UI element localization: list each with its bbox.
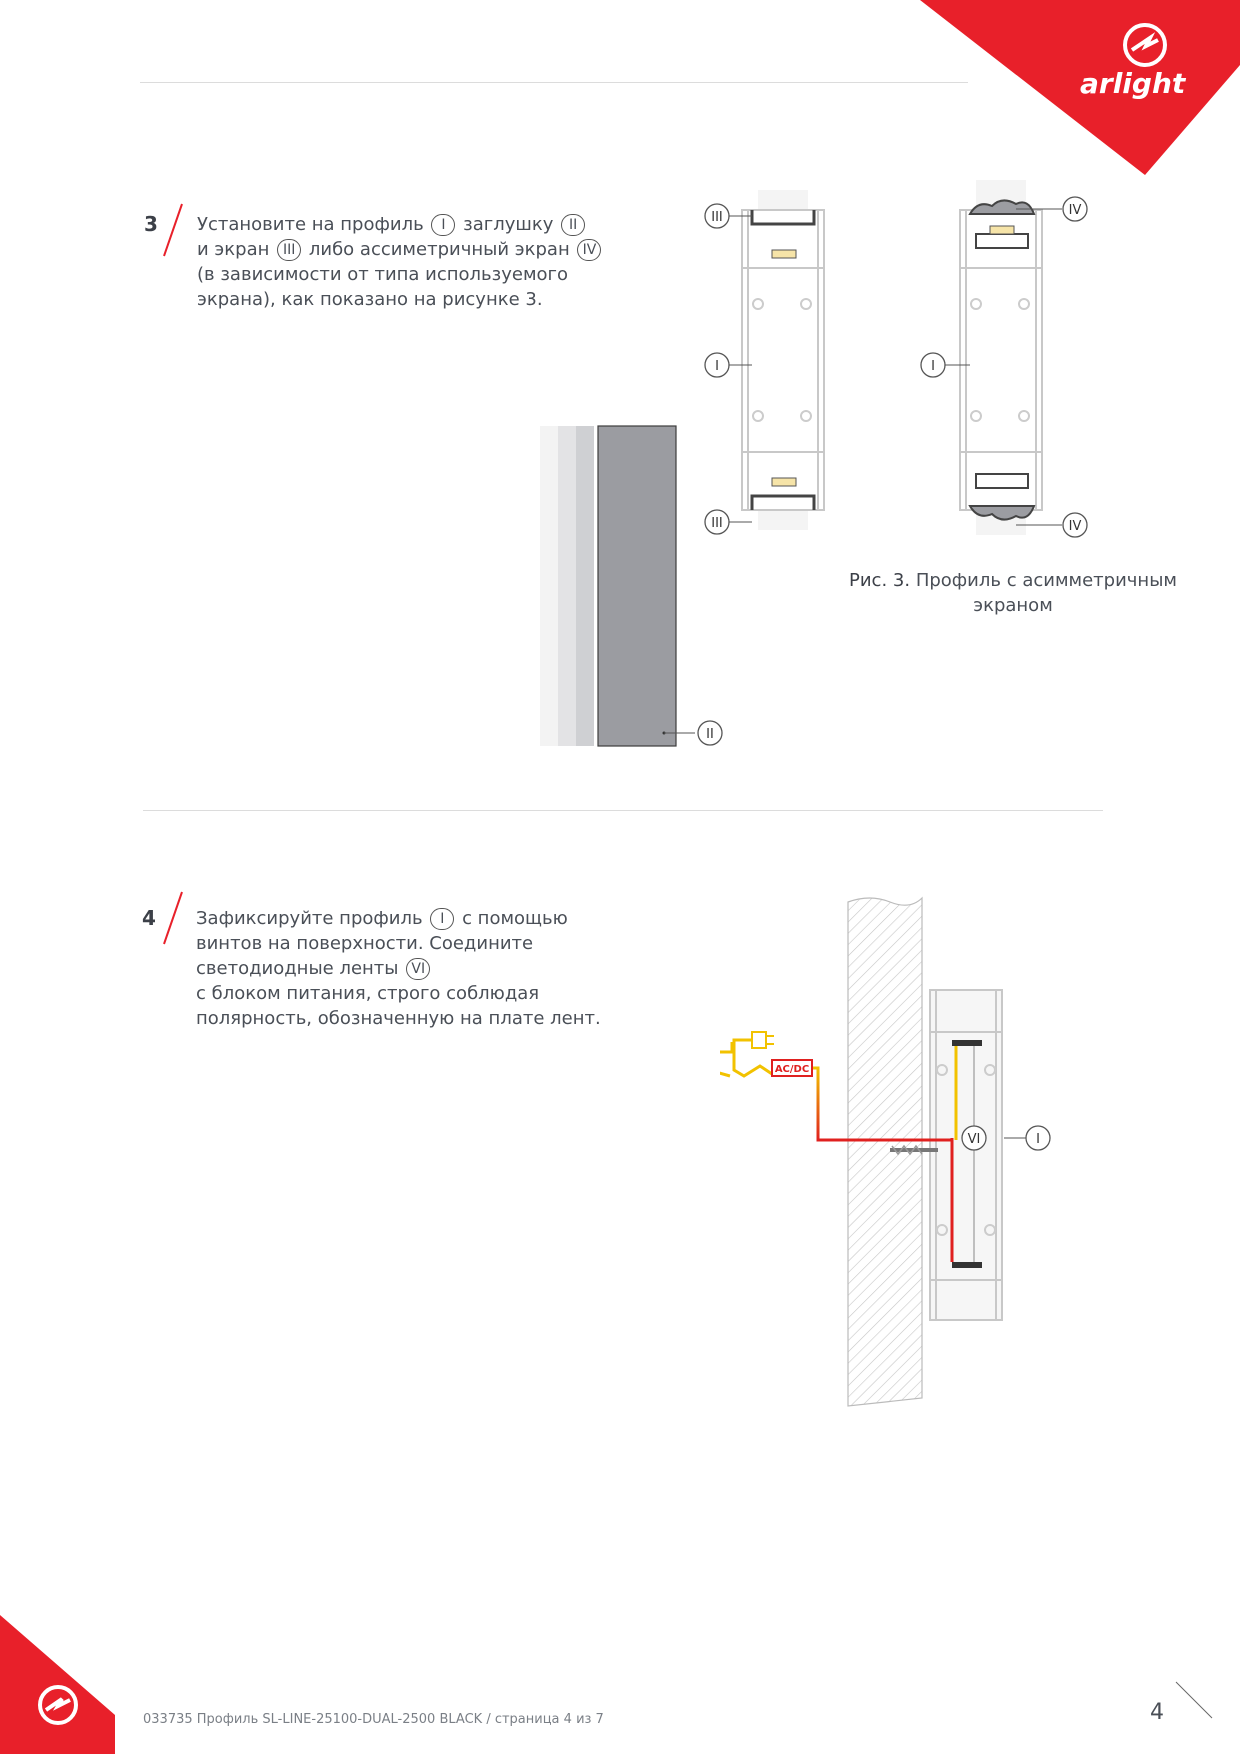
s3-line4: экрана), как показано на рисунке 3. (197, 289, 543, 310)
callout-screen-bottom (705, 510, 729, 534)
mounted-profile (930, 990, 1002, 1320)
caption-prefix: Рис. 3. (849, 570, 911, 591)
power-supply-box (772, 1060, 812, 1076)
step-3-slash (158, 200, 188, 260)
caption-rest: Профиль с асимметричным (915, 570, 1177, 591)
caption-line2: экраном (973, 595, 1053, 616)
mid-divider (143, 810, 1103, 811)
s3-line2-pre: и экран (197, 239, 270, 260)
svg-text:III: III (711, 210, 723, 225)
step-3-number: 3 (144, 212, 158, 236)
figure-3-illustration (530, 180, 1150, 760)
figure-4-illustration (720, 880, 1070, 1420)
callout-profile-b (921, 353, 945, 377)
svg-text:I: I (1036, 1132, 1040, 1147)
svg-text:III: III (711, 516, 723, 531)
mark-led-strip: VI (406, 958, 430, 980)
s4-line2: винтов на поверхности. Соедините (196, 933, 534, 954)
top-divider (140, 82, 968, 83)
page-number: 4 (1150, 1700, 1164, 1725)
footer-text: 033735 Профиль SL-LINE-25100-DUAL-2500 BLACK / страница 4 из 7 (143, 1712, 604, 1727)
mark-profile: I (430, 908, 454, 930)
s3-line3: (в зависимости от типа используемого (197, 264, 569, 285)
callout-led-strip (962, 1126, 986, 1150)
s3-line1-mid: заглушку (463, 214, 554, 235)
callout-profile-a (705, 353, 729, 377)
svg-text:IV: IV (1068, 519, 1082, 534)
s4-line5: полярность, обозначенную на плате лент. (196, 1008, 601, 1029)
callout-asym-bottom (1063, 513, 1087, 537)
step-4-number: 4 (142, 906, 156, 930)
profile-with-asym-screen (930, 180, 1062, 535)
s4-line3-pre: светодиодные ленты (196, 958, 399, 979)
svg-text:IV: IV (1068, 203, 1082, 218)
page-corner-mark (1172, 1678, 1216, 1722)
s4-line4: с блоком питания, строго соблюдая (196, 983, 540, 1004)
brand-corner-bottom (0, 1615, 120, 1754)
callout-profile (1004, 1126, 1050, 1150)
brand-corner (920, 0, 1240, 175)
s3-line2-mid: либо ассиметричный экран (308, 239, 570, 260)
mark-screen: III (277, 239, 301, 261)
callout-asym-top (1063, 197, 1087, 221)
end-cap-drawing (540, 426, 695, 746)
s4-line1-pre: Зафиксируйте профиль (196, 908, 423, 929)
svg-text:AC/DC: AC/DC (774, 1064, 810, 1075)
svg-text:II: II (706, 727, 714, 742)
callout-screen-top (705, 204, 729, 228)
mark-cap: II (561, 214, 585, 236)
svg-text:I: I (931, 359, 935, 374)
step-4-text (196, 906, 601, 1031)
callout-cap (698, 721, 722, 745)
mark-asym-screen: IV (577, 239, 601, 261)
brand-wordmark: arlight (1080, 67, 1186, 100)
figure-3-caption (828, 568, 1198, 618)
svg-text:VI: VI (967, 1132, 981, 1147)
svg-text:I: I (715, 359, 719, 374)
s3-line1-pre: Установите на профиль (197, 214, 424, 235)
mark-profile: I (431, 214, 455, 236)
s4-line1-post: с помощью (462, 908, 568, 929)
step-4-slash (158, 888, 188, 948)
